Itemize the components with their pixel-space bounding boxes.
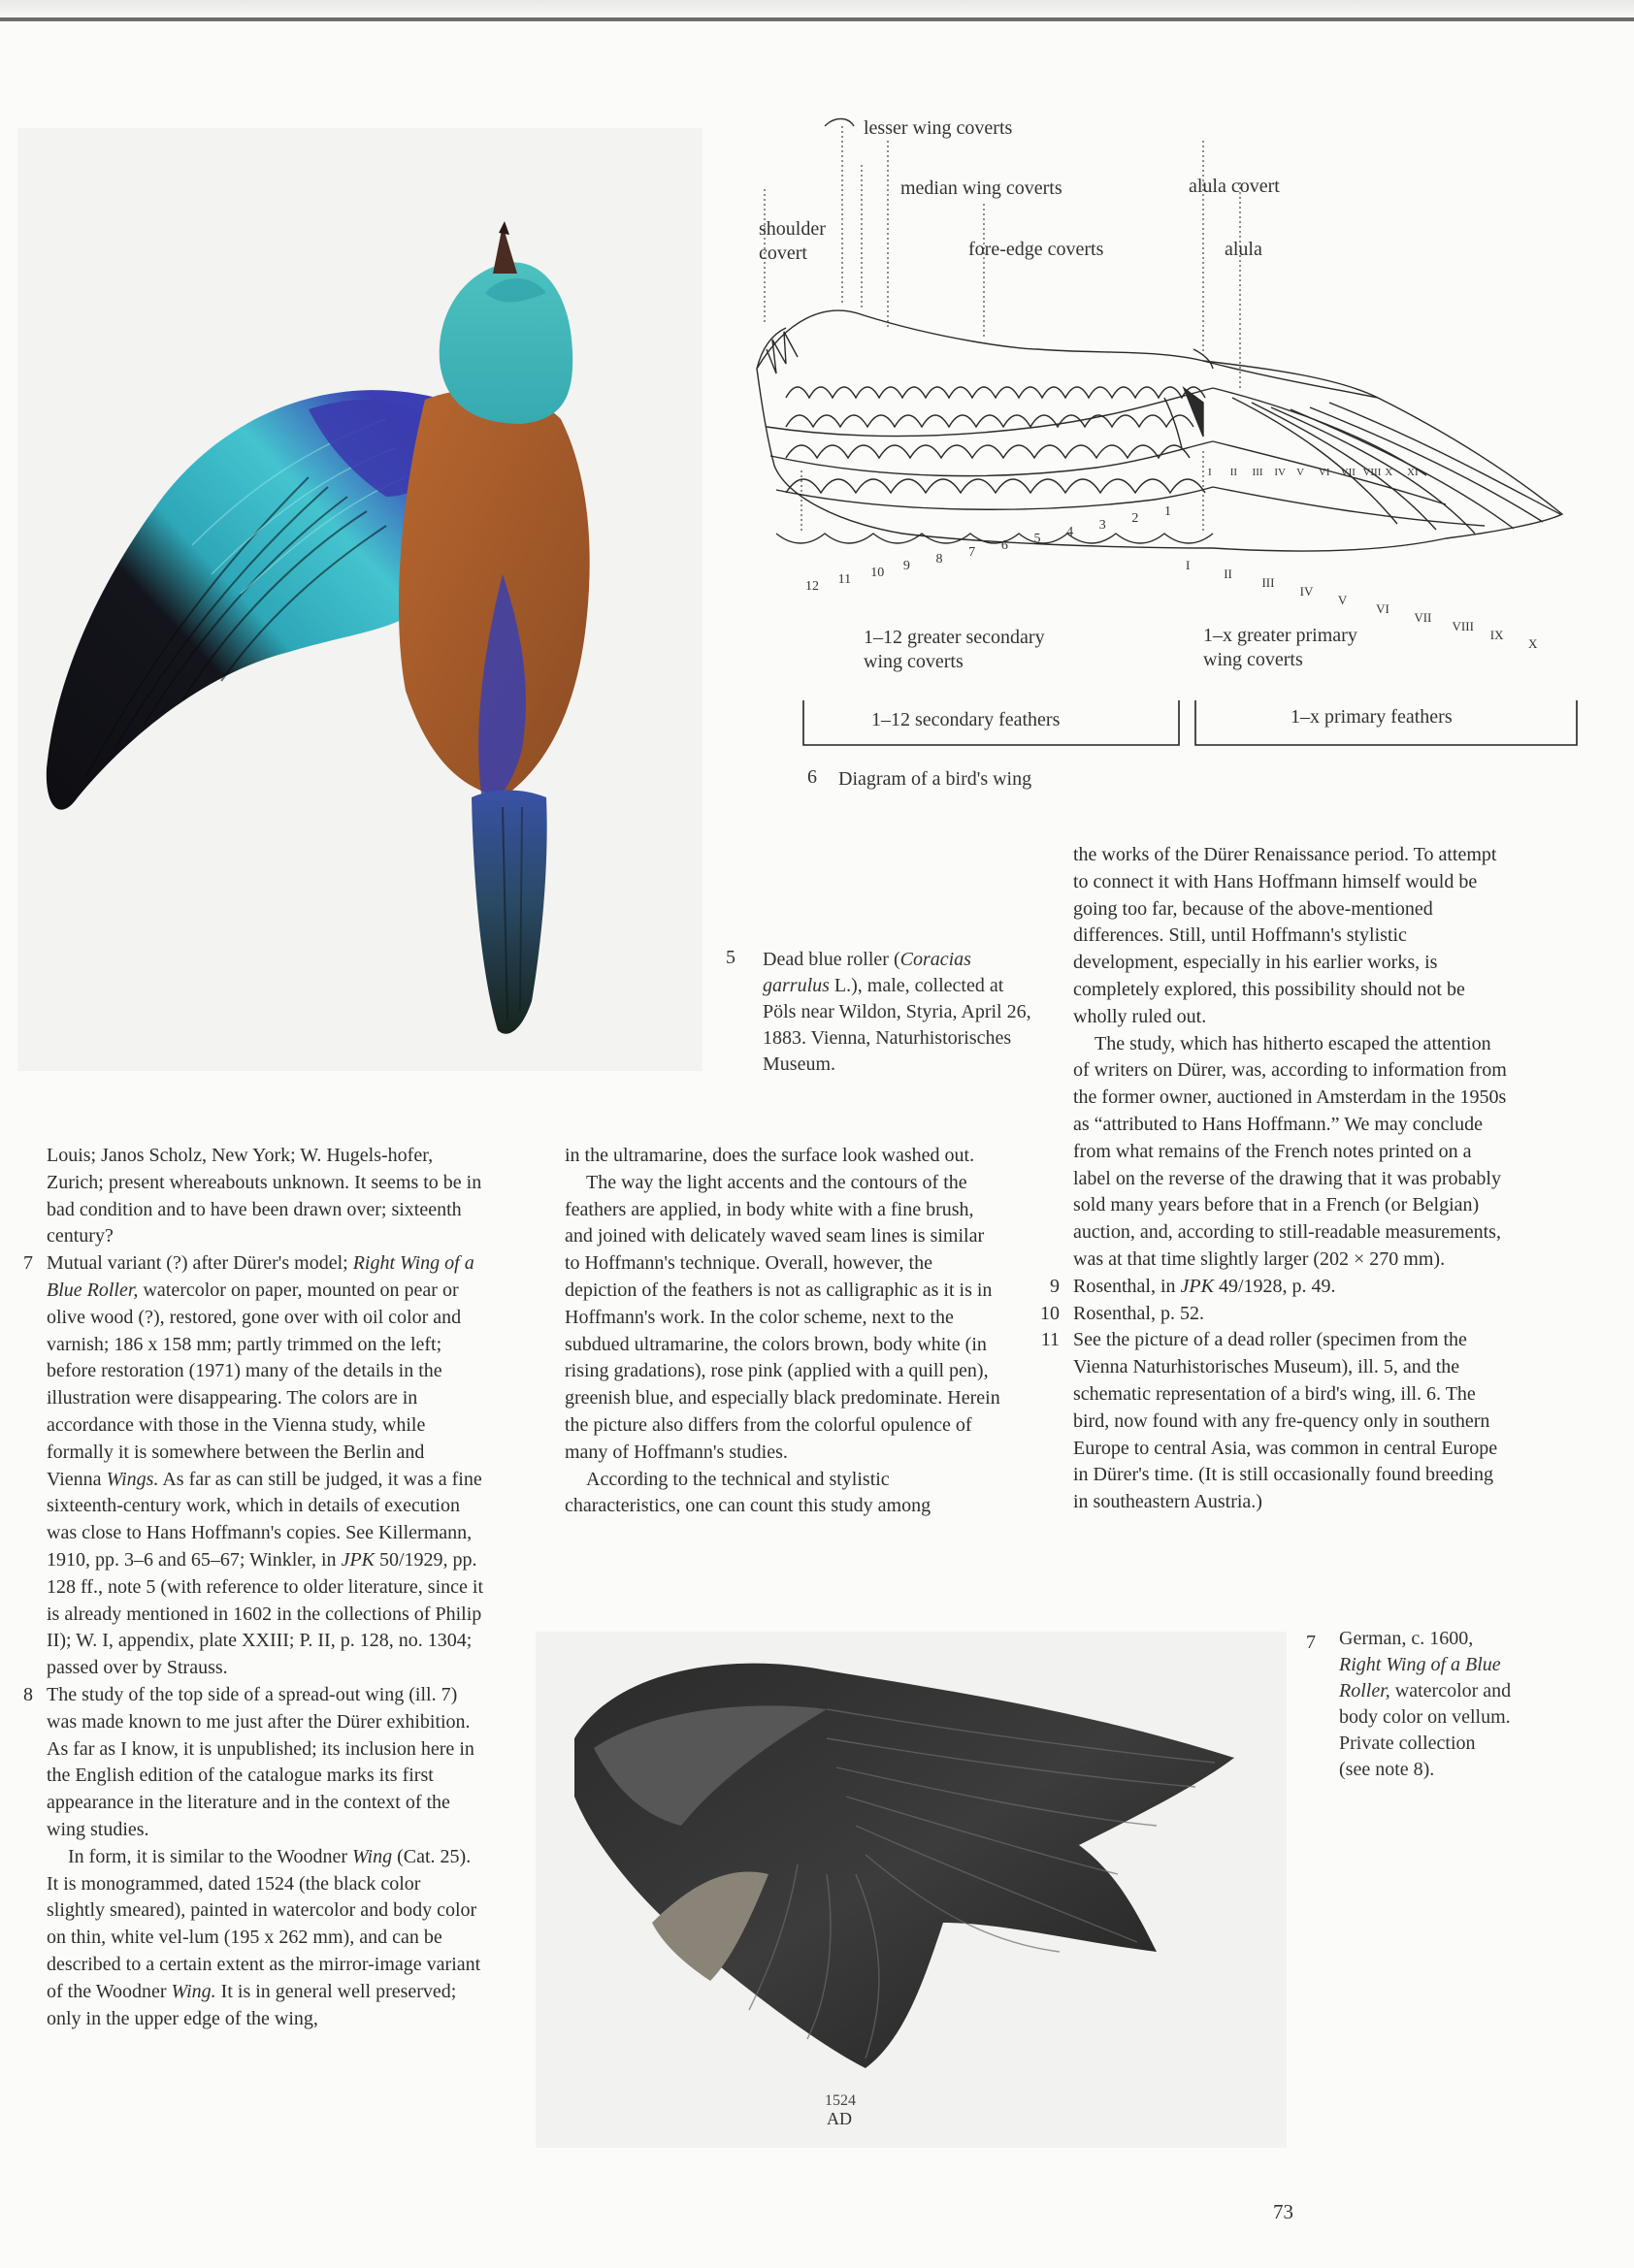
note-7-d: 50/1929, pp. 128 ff., note 5 (with reference to older literature, since it is already mentioned in 1602 in the collections of Philip II); W. I, appendix, plate XXIII; P. II, p. 128, no. 1304; passed over by Strauss. [47,1548,484,1679]
page-top-edge [0,17,1634,21]
figure5-caption-pre: Dead blue roller ( [763,949,900,970]
primary-numeral-9: IX [1489,628,1504,642]
secondary-number-8: 5 [1033,532,1041,546]
primary-numeral-5: V [1337,593,1348,607]
note-9-jpk: JPK [1180,1275,1214,1297]
label-greater-secondary: 1–12 greater secondary [864,627,1045,648]
note-10-text: Rosenthal, p. 52. [1073,1302,1204,1324]
label-alula-covert: alula covert [1189,176,1280,197]
note-8-text: The study of the top side of a spread-out wing (ill. 7) was made known to me just after the Dürer exhibition. As far as I know, it is unpublished; its inclusion here in the English edition of the catalogue marks its first appearance in the literature and in the context of the wing studies. [47,1683,474,1840]
note-7-a: Mutual variant (?) after Dürer's model; [47,1252,353,1275]
secondary-number-5: 8 [935,552,943,567]
covert-numeral-10: XI [1407,467,1419,478]
secondary-number-10: 3 [1098,518,1106,533]
left-p2-a: In form, it is similar to the Woodner [68,1845,352,1867]
figure7-note: (see note 8). [1339,1759,1435,1780]
secondary-number-12: 1 [1164,504,1171,519]
note-8 [23,1682,483,1844]
left-p2 [47,1844,483,2033]
secondary-number-9: 4 [1066,525,1074,539]
label-fore-edge-coverts: fore-edge coverts [968,239,1104,260]
covert-numeral-9: X [1385,467,1393,478]
covert-numeral-8: VIII [1362,467,1382,478]
note-9-number: 9 [1050,1275,1060,1297]
left-p1: Louis; Janos Scholz, New York; W. Hugels-hofer, Zurich; present whereabouts unknown. It seems to be in bad condition and to have been drawn over; sixteenth century? [47,1145,482,1247]
note-7-jpk: JPK [341,1548,375,1571]
label-primary-feathers: 1–x primary feathers [1291,706,1453,728]
primary-numeral-10: X [1528,636,1538,651]
figure7-title: Right Wing of a Blue Roller, [1339,1654,1501,1701]
left-p2-wing2: Wing. [171,1980,216,2002]
label-secondary-feathers: 1–12 secondary feathers [871,709,1061,730]
covert-numeral-3: III [1252,467,1263,478]
middle-p3: According to the technical and stylistic characteristics, one can count this study among [565,1468,931,1517]
primary-numeral-7: VII [1414,610,1432,625]
secondary-number-3: 10 [870,566,885,580]
secondary-number-2: 11 [837,572,852,587]
page-number: 73 [1273,2200,1293,2223]
figure7-caption [1339,1626,1533,1783]
label-covert: covert [759,243,807,264]
secondary-number-6: 7 [968,545,976,560]
figure7-number: 7 [1306,1632,1316,1653]
right-p2: The study, which has hitherto escaped the attention of writers on Dürer, was, according to information from the former owner, auctioned in Amsterdam in the 1950s as “attributed to Hans Hoffmann.” We may conclude from what remains of the French notes printed on a label on the reverse of the drawing that it was probably sold many years before that in a French (or Belgian) auction, and, according to still-readable measurements, was at that time slightly larger (202 × 270 mm). [1073,1032,1507,1270]
right-p1: the works of the Dürer Renaissance period. To attempt to connect it with Hans Hoffmann himself would be going too far, because of the above-mentioned differences. Still, until Hoffmann's stylistic development, especially in his earlier works, is completely explored, this possibility should not be wholly ruled out. [1073,844,1497,1027]
note-7-title: Right Wing of a Blue Roller, [47,1252,474,1301]
note-10 [1040,1301,1510,1328]
middle-column [565,1143,1001,1520]
primary-numeral-3: III [1261,575,1275,590]
middle-p2: The way the light accents and the contours of the feathers are applied, in body white with a fine brush, and joined with delicately waved seam lines is similar to Hoffmann's technique. Overall, however, the depiction of the feathers is not as calligraphic as it is in Hoffmann's work. In the color scheme, next to the subdued ultramarine, the colors brown, body white (in rising gradations), rose pink (applied with a quill pen), greenish blue, and especially black predominate. Herein the picture also differs from the colorful opulence of many of Hoffmann's studies. [565,1171,1000,1463]
figure5-caption-post: L.), male, collected at Pöls near Wildon, Styria, April 26, 1883. Vienna, Naturhistorisches Museum. [763,975,1031,1075]
label-greater-primary-2: wing coverts [1203,649,1303,670]
primary-numeral-8: VIII [1452,619,1474,633]
covert-numeral-2: II [1229,467,1238,478]
primary-numeral-4: IV [1299,584,1314,599]
secondary-number-7: 6 [1000,538,1008,553]
note-11-number: 11 [1040,1329,1060,1351]
label-lesser-wing-coverts: lesser wing coverts [864,117,1013,139]
note-7 [23,1250,484,1682]
label-median-wing-coverts: median wing coverts [900,178,1062,199]
figure6-number: 6 [807,766,817,788]
note-7-b: watercolor on paper, mounted on pear or olive wood (?), restored, gone over with oil color and varnish; 186 x 158 mm; partly trimmed on the left; before restoration (1971) many of the details in the illustration were disappearing. The colors are in accordance with those in the Vienna study, while formally it is somewhere between the Berlin and Vienna [47,1279,462,1490]
secondary-number-11: 2 [1131,511,1139,526]
wing-diagram [747,107,1601,786]
covert-numeral-7: VII [1340,467,1356,478]
note-9 [1050,1274,1510,1301]
left-p2-b: (Cat. 25). It is monogrammed, dated 1524 (the black color slightly smeared), painted in watercolor and body color on thin, white vel-lum (195 x 262 mm), and can be described to a certain extent as the mirror-image variant of the Woodner [47,1845,481,2002]
left-p2-c: It is in general well preserved; only in the upper edge of the wing, [47,1980,457,2029]
note-10-number: 10 [1040,1302,1060,1324]
figure5-caption [763,947,1034,1078]
covert-numeral-4: IV [1274,467,1286,478]
note-7-wings: Wings. [106,1468,159,1490]
figure7-line1: German, c. 1600, [1339,1628,1474,1649]
note-8-number: 8 [23,1683,33,1705]
note-11 [1040,1327,1510,1516]
primary-numeral-1: I [1186,558,1191,572]
note-11-text: See the picture of a dead roller (specimen from the Vienna Naturhistorisches Museum), ill. 5, and the schematic representation of a bird's wing, ill. 6. The bird, now found with any fre-quency only in southern Europe to central Asia, was common in central Europe in Dürer's time. (It is still occasionally found breeding in southeastern Austria.) [1073,1329,1498,1513]
primary-numeral-2: II [1224,567,1232,581]
left-column [23,1143,484,2032]
note-9-b: 49/1928, p. 49. [1213,1275,1336,1297]
note-9-a: Rosenthal, in [1073,1275,1181,1297]
covert-numeral-5: V [1296,467,1305,478]
secondary-number-1: 12 [805,579,819,594]
figure5-number: 5 [726,947,735,968]
covert-numeral-1: I [1208,467,1212,478]
figure6-caption: Diagram of a bird's wing [838,768,1032,790]
wing-study-photo [536,1632,1287,2148]
right-column [1040,842,1510,1516]
label-greater-primary: 1–x greater primary [1203,625,1357,646]
primary-numeral-6: VI [1376,601,1389,616]
figure7-date: 1524 [825,2092,856,2109]
figure7-private: Private collection [1339,1733,1476,1754]
secondary-number-4: 9 [902,559,910,573]
figure5-caption-species: Coracias garrulus [763,949,971,996]
figure7-line-rest: watercolor and body color on vellum. [1339,1680,1512,1728]
note-7-number: 7 [23,1252,33,1275]
label-shoulder: shoulder [759,218,826,240]
label-alula: alula [1225,239,1262,260]
middle-p1: in the ultramarine, does the surface look washed out. [565,1145,975,1166]
blue-roller-photo [17,128,703,1071]
covert-numeral-6: VI [1318,467,1330,478]
note-7-c: As far as can still be judged, it was a fine sixteenth-century work, which in details of execution was close to Hans Hoffmann's copies. See Killermann, 1910, pp. 3–6 and 65–67; Winkler, in [47,1468,482,1571]
figure7-monogram: AD [827,2109,852,2128]
label-greater-secondary-2: wing coverts [864,651,964,672]
left-p2-wing1: Wing [351,1845,393,1867]
